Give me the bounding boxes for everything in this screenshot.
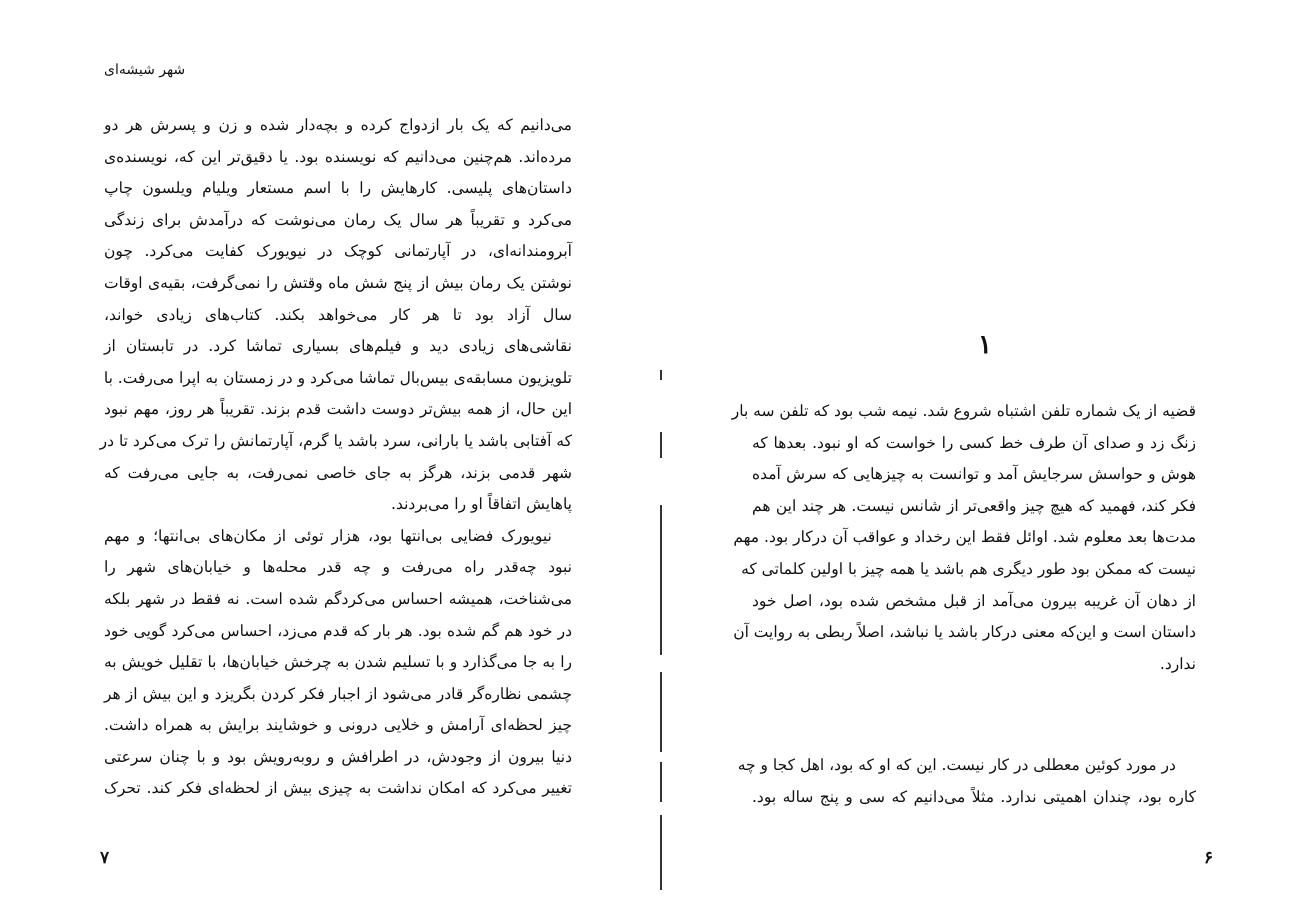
text-line: نیویورک فضایی بی‌انتها بود، هزار توئی از مکان‌های بی‌انتها؛ و مهم <box>104 526 552 545</box>
text-line: داستان‌های پلیسی. کارهایش را با اسم مستعار ویلیام ویلسون چاپ <box>104 179 572 198</box>
text-line: پاهایش اتفاقاً او را می‌بردند. <box>391 495 572 514</box>
left-paragraph-2 <box>104 521 572 805</box>
page-number-right: ۶ <box>1204 848 1214 868</box>
text-line: می‌دانیم که یک بار ازدواج کرده و بچه‌دار شده و زن و پسرش هر دو <box>104 116 572 134</box>
text-line: مدت‌ها بعد معلوم شد. اوائل فقط این رخداد و عواقب آن درکار بود. مهم <box>733 528 1196 547</box>
text-line: می‌کرد و تقریباً هر سال یک رمان می‌نوشت که درآمدش برای زندگی <box>104 210 572 229</box>
gutter-mark <box>660 672 662 752</box>
left-page-text <box>99 110 572 805</box>
right-paragraph-2 <box>737 750 1196 813</box>
text-line: مرده‌اند. هم‌چنین می‌دانیم که نویسنده بود. یا دقیق‌تر این که، نویسنده‌ی <box>104 147 572 166</box>
text-line: شهر قدمی بزند، هرگز به جای خاصی نمی‌رفت، به جایی می‌رفت که <box>104 463 572 482</box>
right-paragraph-1 <box>731 396 1196 680</box>
gutter-mark <box>660 815 662 890</box>
text-line: از دهان آن غریبه بیرون می‌آمد از قبل مشخص شده بود، اصل خود <box>752 591 1196 610</box>
text-line: زنگ زد و صدای آن طرف خط کسی را خواست که او نبود. بعدها که <box>752 433 1196 452</box>
page-number-left: ۷ <box>100 848 110 868</box>
running-head: شهر شیشه‌ای <box>104 62 186 78</box>
text-line: فکر کند، فهمید که هیچ چیز واقعی‌تر از شانس نیست. هر چند این هم <box>752 496 1196 515</box>
gutter-mark <box>660 370 662 380</box>
text-line: تغییر می‌کرد که امکان نداشت به چیزی بیش از لحظه‌ای فکر کند. تحرک <box>104 779 572 798</box>
right-page-text-top <box>731 396 1196 680</box>
left-paragraph-1 <box>99 110 572 521</box>
text-line: آبرومندانه‌ای، در آپارتمانی کوچک در نیویورک کفایت می‌کرد. چون <box>104 242 572 261</box>
text-line: چشمی نظاره‌گر قادر می‌شود از اجبار فکر کردن بگریزد و این بیش از هر <box>104 684 572 703</box>
text-line: نقاشی‌های زیادی دید و فیلم‌های بسیاری تماشا کرد. در تابستان از <box>104 337 572 356</box>
text-line: نیست که ممکن بود طور دیگری هم باشد یا همه چیز با اولین کلماتی که <box>741 559 1196 578</box>
gutter-mark <box>660 505 662 655</box>
text-line: این حال، از همه بیش‌تر دوست داشت قدم بزند. تقریباً هر روز، مهم نبود <box>104 400 572 419</box>
text-line: هوش و حواسش سرجایش آمد و توانست به چیزهایی که سرش آمده <box>752 465 1196 484</box>
text-line: نبود چه‌قدر راه می‌رفت و چه قدر محله‌ها و خیابان‌های شهر را <box>104 558 572 577</box>
text-line: دنیا بیرون از وجودش، در اطرافش و روبه‌رویش بود و با چنان سرعتی <box>104 747 572 766</box>
text-line: قضیه از یک شماره تلفن اشتباه شروع شد. نیمه شب بود که تلفن سه بار <box>731 402 1196 420</box>
text-line: تلویزیون مسابقه‌ی بیس‌بال تماشا می‌کرد و در زمستان به اپرا می‌رفت. با <box>103 368 572 387</box>
gutter-mark <box>660 762 662 802</box>
text-line: در خود هم گم شده بود. هر بار که قدم می‌زد، احساس می‌کرد گویی خود <box>104 621 572 640</box>
text-line: داستان است و این‌که معنی درکار باشد یا نباشد، اصلاً ربطی به روایت آن <box>733 623 1196 642</box>
text-line: نوشتن یک رمان بیش از پنج شش ماه وقتش را نمی‌گرفت، بقیه‌ی اوقات <box>104 273 572 292</box>
text-line: می‌شناخت، همیشه احساس می‌کردگم شده است. نه فقط در شهر بلکه <box>104 589 572 608</box>
text-line: سال آزاد بود تا هر کار می‌خواهد بکند. کتاب‌های زیادی خواند، <box>104 305 572 324</box>
text-line: کاره بود، چندان اهمیتی ندارد. مثلاً می‌دانیم که سی و پنج ساله بود. <box>752 787 1196 806</box>
text-line: را به جا می‌گذارد و با تسلیم شدن به چرخش خیابان‌ها، با تقلیل خویش به <box>104 653 572 672</box>
chapter-number: ۱ <box>978 330 992 360</box>
text-line: در مورد کوئین معطلی در کار نیست. این که او که بود، اهل کجا و چه <box>737 756 1176 774</box>
text-line: چیز لحظه‌ای آرامش و خلایی درونی و خوشایند برایش به همراه داشت. <box>104 716 572 735</box>
right-page-text-bottom <box>737 750 1196 813</box>
text-line: که آفتابی باشد یا بارانی، سرد باشد یا گرم، آپارتمانش را ترک می‌کرد تا در <box>99 431 572 450</box>
text-line: ندارد. <box>1159 654 1196 673</box>
gutter-mark <box>660 432 662 458</box>
